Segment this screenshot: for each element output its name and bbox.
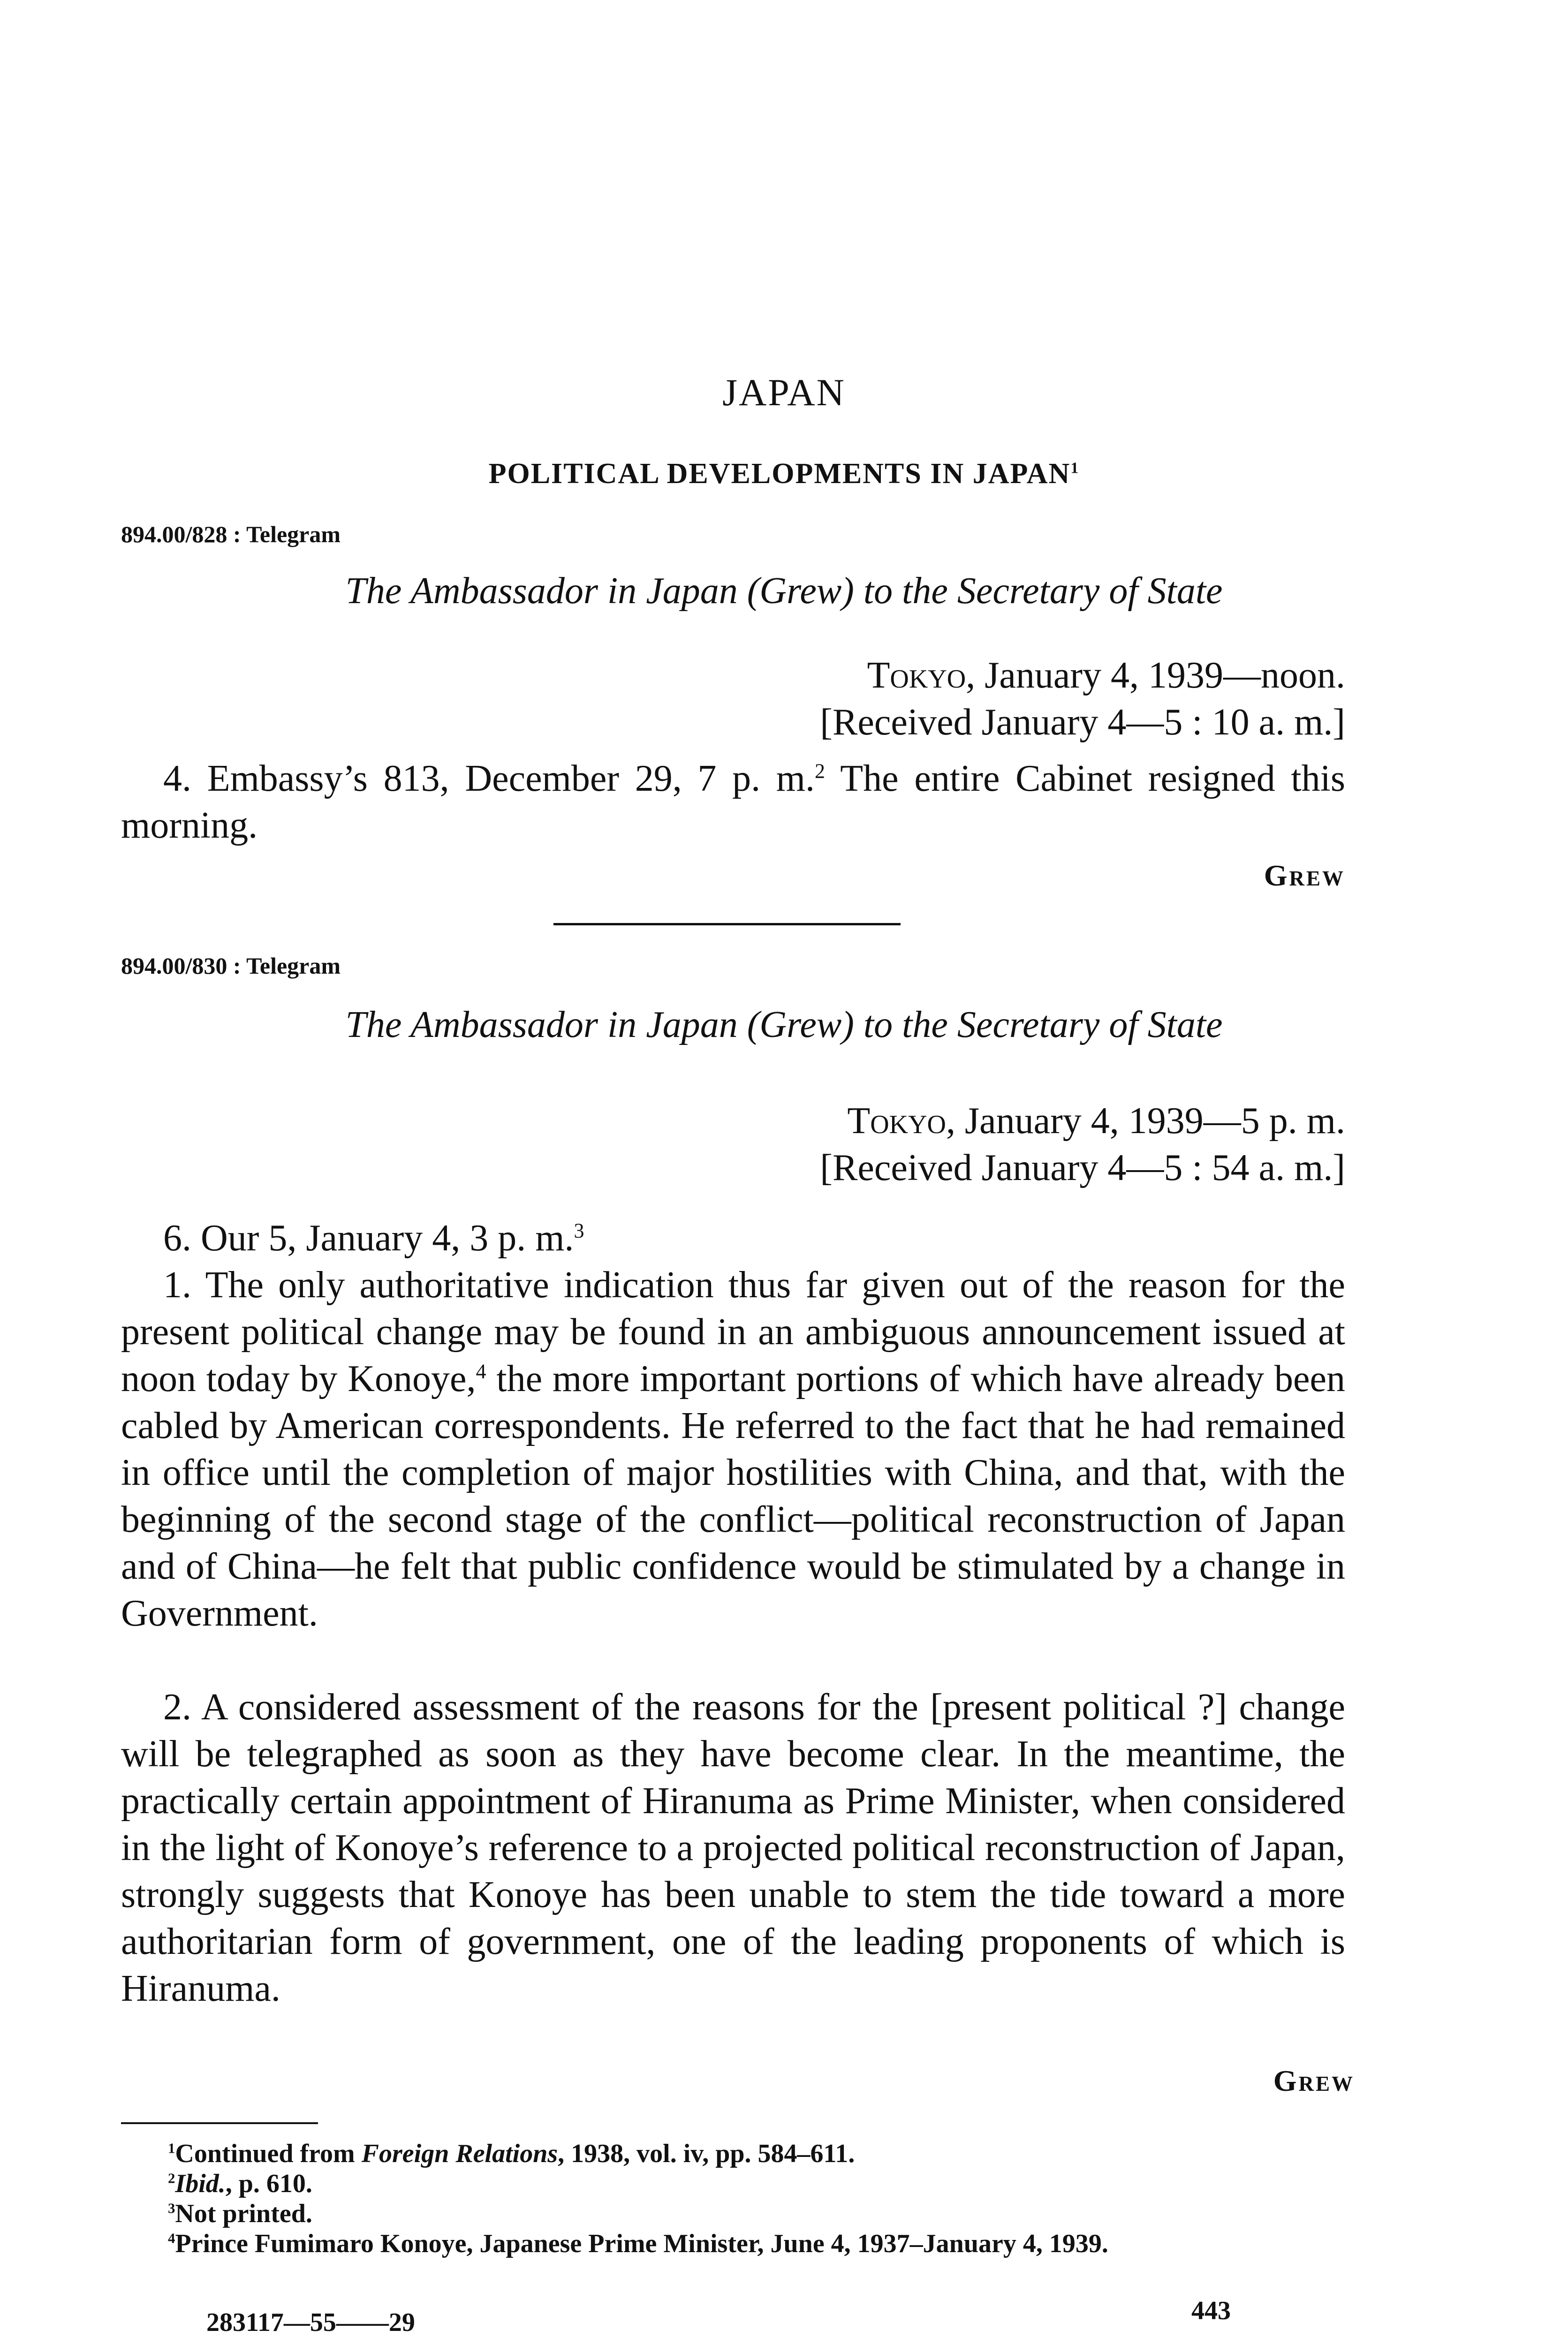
- footnote-number: 4: [168, 2230, 175, 2247]
- footnote-3: [121, 2199, 1359, 2229]
- doc2-ref-a: 6. Our 5, January 4, 3 p. m.: [163, 1218, 574, 1259]
- footnote-4: [121, 2229, 1359, 2259]
- doc2-place-date: [121, 1097, 1345, 1144]
- footnote-text: Prince Fumimaro Konoye, Japanese Prime Minister, June 4, 1937–January 4, 1939.: [175, 2229, 1108, 2258]
- footnote-number: 2: [168, 2170, 175, 2186]
- doc1-signature-text: Grew: [1264, 859, 1345, 892]
- footnote-italic: Ibid.: [175, 2169, 226, 2198]
- page-title: JAPAN: [722, 371, 846, 414]
- doc2-signature: [121, 2064, 1355, 2098]
- footnote-1: [121, 2139, 1359, 2169]
- doc2-caption-a: The Ambassador in Japan (: [345, 1004, 760, 1045]
- doc2-caption: [0, 1004, 1568, 1046]
- doc2-caption-name: Grew: [759, 1004, 842, 1045]
- doc2-file-number: 894.00/830 : Telegram: [121, 953, 341, 979]
- doc2-dateline: [121, 1097, 1345, 1191]
- page-number: 443: [1191, 2296, 1231, 2325]
- doc2-date: , January 4, 1939—5 p. m.: [946, 1100, 1345, 1142]
- footnote-rule: [121, 2122, 318, 2124]
- doc2-p1-a: 1. The only authoritative indication thus far given out of the reason for the present political change may be found in an ambiguous announcement issued at noon today by Konoye,: [121, 1264, 1345, 1399]
- section-title: [0, 457, 1568, 491]
- doc1-caption: [0, 570, 1568, 613]
- doc1-place: Tokyo: [867, 655, 966, 696]
- footnote-2: [121, 2169, 1359, 2199]
- doc2-caption-b: ) to the Secretary of State: [841, 1004, 1223, 1045]
- doc1-caption-name: Grew: [759, 570, 842, 612]
- doc1-received: [Received January 4—5 : 10 a. m.]: [820, 702, 1345, 743]
- section-title-text: POLITICAL DEVELOPMENTS IN JAPAN: [488, 458, 1071, 490]
- footnote-ref: 2: [815, 759, 826, 783]
- footnote-italic: Foreign Relations: [361, 2139, 558, 2168]
- footnote-ref: 4: [476, 1360, 486, 1383]
- doc2-paragraph-2: 2. A considered assessment of the reasons for the [present political ?] change will be telegraphed as soon as they have become clear. In the meantime, the practically certain appointment of Hiranuma as Prime Minister, when considered in the light of Konoye’s reference to a projected political reconstruction of Japan, strongly suggests that Konoye has been unable to stem the tide toward a more authoritarian form of government, one of the leading proponents of which is Hiranuma.: [121, 1687, 1345, 2009]
- doc2-paragraph-1: [121, 1262, 1345, 1637]
- footnote-text: , 1938, vol. iv, pp. 584–611.: [558, 2139, 855, 2168]
- footnote-ref: 1: [1070, 459, 1080, 477]
- print-code: 283117—55——29: [206, 2308, 415, 2337]
- doc2-received: [Received January 4—5 : 54 a. m.]: [820, 1147, 1345, 1188]
- doc1-body-a: 4. Embassy’s 813, December 29, 7 p. m.: [163, 758, 815, 799]
- doc1-caption-b: ) to the Secretary of State: [841, 570, 1223, 612]
- doc2-signature-text: Grew: [1273, 2064, 1355, 2097]
- footnote-number: 3: [168, 2200, 175, 2216]
- doc1-place-date: [121, 652, 1345, 699]
- footnote-text: , p. 610.: [225, 2169, 312, 2198]
- doc1-date: , January 4, 1939—noon.: [966, 655, 1345, 696]
- footnotes: [121, 2139, 1359, 2259]
- doc2-p1-b: the more important portions of which have already been cabled by American correspondents. He referred to the fact that he had remained in office until the completion of major hostilities with China, and that, with the beginning of the second stage of the conflict—political reconstruction of Japan and of China—he felt that public confidence would be stimulated by a change in Government.: [121, 1358, 1346, 1634]
- footnote-ref: 3: [574, 1219, 584, 1242]
- doc1-dateline: [121, 652, 1345, 746]
- doc2-reference: [121, 1215, 1345, 1262]
- doc1-signature: [121, 858, 1345, 893]
- doc1-caption-a: The Ambassador in Japan (: [345, 570, 760, 612]
- doc2-place: Tokyo: [847, 1100, 946, 1142]
- doc1-body: [121, 755, 1345, 849]
- footnote-number: 1: [168, 2140, 175, 2156]
- footnote-text: Not printed.: [175, 2199, 312, 2228]
- footnote-text: Continued from: [175, 2139, 362, 2168]
- doc1-body-b: The entire Cabinet resigned this morning.: [121, 758, 1346, 846]
- separator-rule: [553, 923, 901, 925]
- doc1-file-number: 894.00/828 : Telegram: [121, 521, 341, 547]
